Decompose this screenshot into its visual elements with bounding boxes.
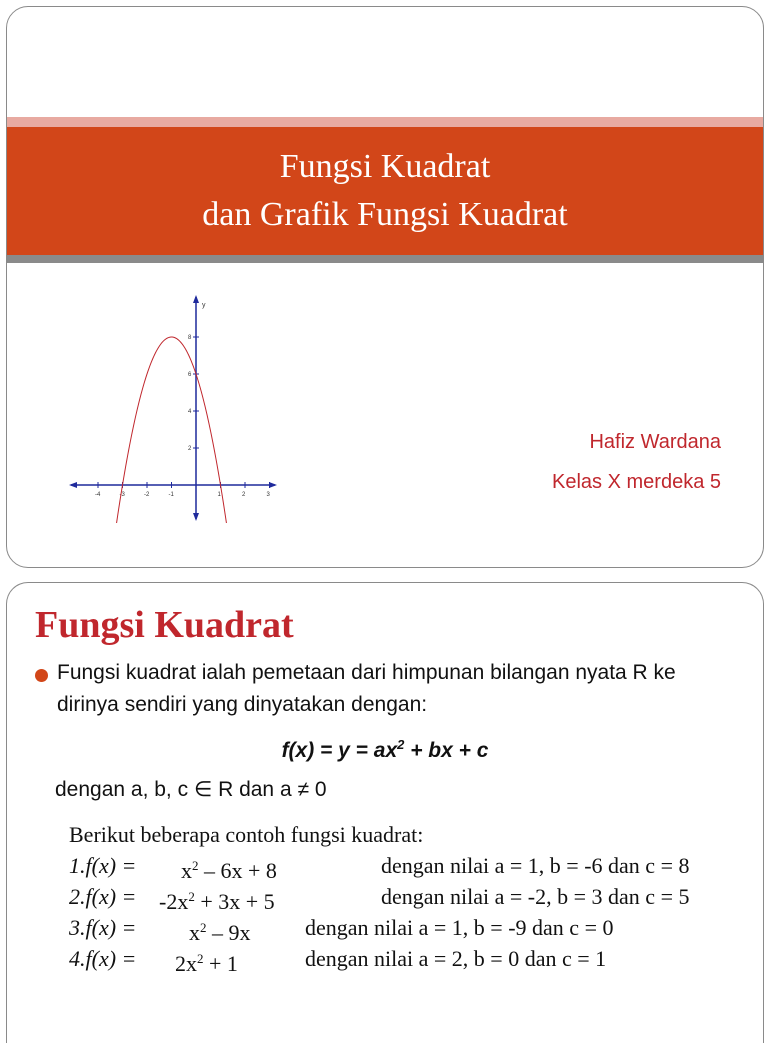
x-tick-label: -3 xyxy=(119,492,125,498)
examples-block xyxy=(69,819,764,974)
expr-rest: – 6x + 8 xyxy=(198,858,277,883)
x-axis-arrow-icon xyxy=(269,482,277,488)
example-row xyxy=(69,850,764,881)
example-coefficients: dengan nilai a = 1, b = -6 dan c = 8 xyxy=(381,853,690,878)
y-tick-label: 6 xyxy=(188,372,192,378)
definition-text: Fungsi kuadrat ialah pemetaan dari himpunan bilangan nyata R ke dirinya sendiri yang dinyatakan dengan: xyxy=(57,661,676,716)
slide-title-line2: dan Grafik Fungsi Kuadrat xyxy=(202,196,568,233)
example-coefficients: dengan nilai a = -2, b = 3 dan c = 5 xyxy=(381,884,690,909)
formula-prefix: f(x) = y = ax xyxy=(281,739,398,762)
expr-base: x xyxy=(189,920,200,945)
y-tick-label: 8 xyxy=(188,335,192,341)
y-tick-group xyxy=(188,335,199,452)
expr-base: -2x xyxy=(159,889,189,914)
x-axis-arrow-left-icon xyxy=(69,482,77,488)
expr-exponent: 2 xyxy=(192,858,199,873)
title-band-divider xyxy=(7,255,763,263)
expr-rest: + 3x + 5 xyxy=(194,889,275,914)
y-axis-arrow-down-icon xyxy=(193,513,199,521)
expr-base: 2x xyxy=(175,951,197,976)
x-tick-label: 3 xyxy=(266,492,270,498)
author-name: Hafiz Wardana xyxy=(589,431,721,453)
expr-exponent: 2 xyxy=(200,920,207,935)
y-tick-label: 4 xyxy=(188,409,192,415)
parabola-graph xyxy=(63,293,283,523)
expr-exponent: 2 xyxy=(197,951,204,966)
example-row xyxy=(69,943,764,974)
y-axis-label: y xyxy=(202,302,206,309)
title-band-accent xyxy=(7,117,763,127)
expr-rest: + 1 xyxy=(203,951,238,976)
example-function: 2.f(x) = xyxy=(69,884,137,909)
expr-base: x xyxy=(181,858,192,883)
bullet-icon xyxy=(35,669,48,682)
formula-suffix: + bx + c xyxy=(404,739,489,762)
expr-rest: – 9x xyxy=(206,920,251,945)
example-function: 4.f(x) = xyxy=(69,946,137,971)
title-slide xyxy=(6,6,764,568)
example-row xyxy=(69,881,764,912)
x-tick-label: 1 xyxy=(217,492,221,498)
example-coefficients: dengan nilai a = 2, b = 0 dan c = 1 xyxy=(305,946,607,971)
y-tick-label: 2 xyxy=(188,446,192,452)
y-axis-arrow-icon xyxy=(193,295,199,303)
formula-exponent: 2 xyxy=(397,737,405,752)
formula-condition: dengan a, b, c ∈ R dan a ≠ 0 xyxy=(55,778,327,801)
example-row xyxy=(69,912,764,943)
slide-heading: Fungsi Kuadrat xyxy=(35,604,294,646)
examples-intro: Berikut beberapa contoh fungsi kuadrat: xyxy=(69,822,424,847)
title-band xyxy=(7,127,763,255)
slide-title-line1: Fungsi Kuadrat xyxy=(279,148,491,185)
example-function: 1.f(x) = xyxy=(69,853,137,878)
x-tick-label: -1 xyxy=(168,492,174,498)
general-formula xyxy=(7,737,763,763)
x-tick-label: 2 xyxy=(242,492,246,498)
example-coefficients: dengan nilai a = 1, b = -9 dan c = 0 xyxy=(305,915,614,940)
expr-exponent: 2 xyxy=(188,889,195,904)
x-tick-label: -2 xyxy=(144,492,150,498)
author-class: Kelas X merdeka 5 xyxy=(552,471,721,493)
content-slide xyxy=(6,582,764,1043)
example-expression xyxy=(175,943,238,979)
example-function: 3.f(x) = xyxy=(69,915,137,940)
x-tick-label: -4 xyxy=(95,492,101,498)
